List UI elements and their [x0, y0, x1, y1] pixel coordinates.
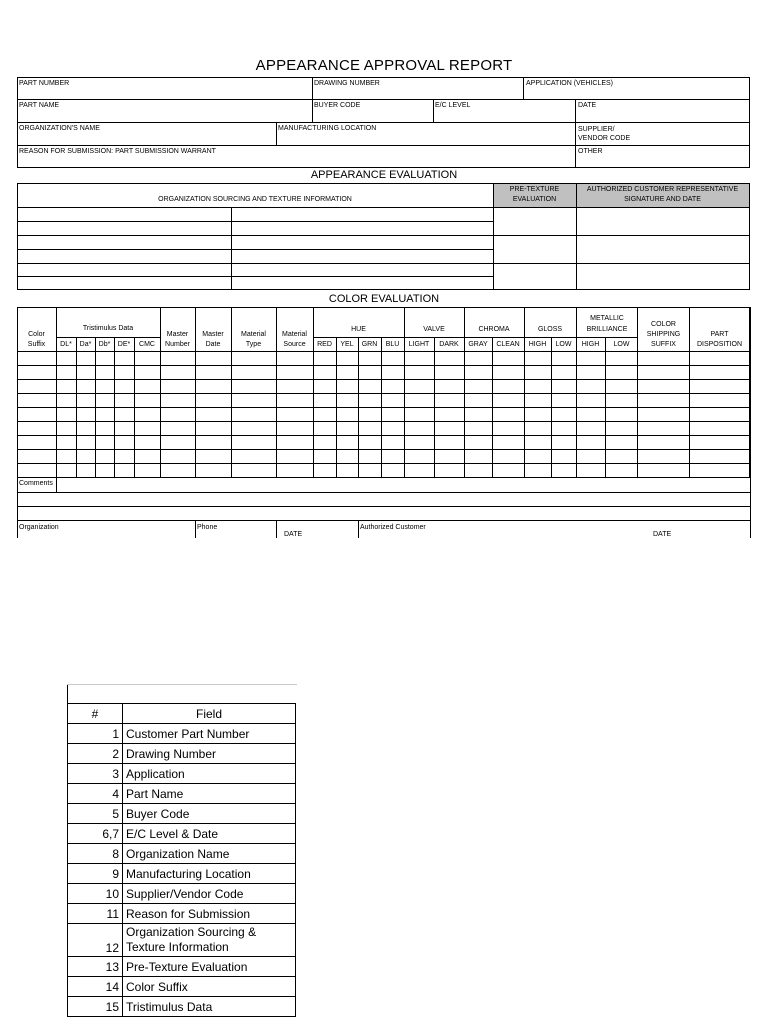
- field-name: Reason for Submission: [123, 904, 296, 924]
- date-field[interactable]: DATE: [578, 102, 597, 109]
- chroma-col-gray: GRAY: [468, 341, 488, 348]
- field-name: Application: [123, 764, 296, 784]
- master-number-header-2: Number: [165, 341, 190, 348]
- metallic-header-2: BRILLIANCE: [586, 326, 628, 333]
- field-reference-table: [67, 703, 296, 1017]
- buyer-code-field[interactable]: BUYER CODE: [314, 102, 361, 109]
- field-name: Customer Part Number: [123, 724, 296, 744]
- material-source-header-1: Material: [282, 331, 307, 338]
- num-header: #: [68, 704, 123, 724]
- master-date-header-1: Master: [202, 331, 224, 338]
- supplier-code-label-1[interactable]: SUPPLIER/: [578, 126, 615, 133]
- table-row: [68, 764, 296, 784]
- auth-rep-header-2: SIGNATURE AND DATE: [624, 196, 701, 203]
- field-number: 3: [68, 764, 123, 784]
- chroma-header: CHROMA: [478, 326, 510, 333]
- valve-header: VALVE: [423, 326, 445, 333]
- table-row: [68, 744, 296, 764]
- material-type-header-1: Material: [241, 331, 266, 338]
- part-number-field[interactable]: PART NUMBER: [19, 80, 70, 87]
- metallic-col-low: LOW: [613, 341, 630, 348]
- field-number: 1: [68, 724, 123, 744]
- field-name: Supplier/Vendor Code: [123, 884, 296, 904]
- field-name: Pre-Texture Evaluation: [123, 957, 296, 977]
- field-name: Drawing Number: [123, 744, 296, 764]
- part-name-field[interactable]: PART NAME: [19, 102, 60, 109]
- date-label-1: DATE: [284, 531, 303, 538]
- master-number-header-1: Master: [166, 331, 189, 338]
- comments-label: Comments: [19, 480, 53, 487]
- material-type-header-2: Type: [245, 341, 262, 348]
- tri-col-de: DE*: [117, 341, 131, 348]
- metallic-header-1: METALLIC: [590, 315, 624, 322]
- shipping-header-1: COLOR: [651, 321, 676, 328]
- metallic-col-high: HIGH: [581, 341, 600, 348]
- table-row: [68, 977, 296, 997]
- field-name: Organization Name: [123, 844, 296, 864]
- auth-rep-header-1: AUTHORIZED CUSTOMER REPRESENTATIVE: [586, 186, 739, 193]
- field-number: 5: [68, 804, 123, 824]
- tri-col-db: Db*: [98, 341, 111, 348]
- hue-col-yel: YEL: [340, 341, 354, 348]
- field-name: Tristimulus Data: [123, 997, 296, 1017]
- field-number: 14: [68, 977, 123, 997]
- material-source-header-2: Source: [283, 341, 306, 348]
- date-label-2: DATE: [653, 531, 672, 538]
- hue-col-grn: GRN: [361, 341, 378, 348]
- field-name: E/C Level & Date: [123, 824, 296, 844]
- drawing-number-field[interactable]: DRAWING NUMBER: [314, 80, 380, 87]
- field-number: 2: [68, 744, 123, 764]
- table-row: [68, 844, 296, 864]
- color-section-title: COLOR EVALUATION: [328, 293, 440, 305]
- pre-texture-header-1: PRE-TEXTURE: [509, 186, 560, 193]
- shipping-header-2: SHIPPING: [646, 331, 681, 338]
- supplier-code-label-2[interactable]: VENDOR CODE: [578, 135, 631, 142]
- field-number: 10: [68, 884, 123, 904]
- field-number: 15: [68, 997, 123, 1017]
- table-row: [68, 804, 296, 824]
- page-cutoff: [0, 538, 768, 678]
- hue-header: HUE: [351, 326, 366, 333]
- mfg-location-field[interactable]: MANUFACTURING LOCATION: [278, 125, 377, 132]
- field-name: Buyer Code: [123, 804, 296, 824]
- hue-col-blu: BLU: [385, 341, 400, 348]
- field-number: 13: [68, 957, 123, 977]
- tri-col-dl: DL*: [60, 341, 72, 348]
- disposition-header-2: DISPOSITION: [696, 341, 743, 348]
- reason-field[interactable]: REASON FOR SUBMISSION: PART SUBMISSION WARRANT: [19, 148, 216, 155]
- field-number: 4: [68, 784, 123, 804]
- field-number: 6,7: [68, 824, 123, 844]
- field-header: Field: [123, 704, 296, 724]
- pre-texture-header-2: EVALUATION: [512, 196, 557, 203]
- table-row: [68, 997, 296, 1017]
- application-field[interactable]: APPLICATION (VEHICLES): [526, 80, 614, 87]
- field-name: Manufacturing Location: [123, 864, 296, 884]
- tri-col-da: Da*: [79, 341, 92, 348]
- tri-col-cmc: CMC: [139, 341, 155, 348]
- appearance-section-title: APPEARANCE EVALUATION: [310, 169, 458, 181]
- field-table-header: [68, 704, 296, 724]
- table-row: [68, 904, 296, 924]
- chroma-col-clean: CLEAN: [496, 341, 520, 348]
- field-name: Organization Sourcing & Texture Information: [123, 924, 296, 957]
- disposition-header-1: PART: [710, 331, 729, 338]
- table-row: [68, 957, 296, 977]
- phone-label: Phone: [197, 524, 218, 531]
- tristimulus-header: Tristimulus Data: [82, 325, 134, 332]
- field-number: 8: [68, 844, 123, 864]
- shipping-header-3: SUFFIX: [651, 341, 676, 348]
- table-row: [68, 884, 296, 904]
- gloss-col-low: LOW: [555, 341, 572, 348]
- organization-signature-label: Organization: [19, 524, 59, 531]
- report-title: APPEARANCE APPROVAL REPORT: [255, 57, 513, 74]
- ec-level-field[interactable]: E/C LEVEL: [435, 102, 471, 109]
- color-suffix-header-1: Color: [28, 331, 45, 338]
- auth-customer-label: Authorized Customer: [360, 524, 426, 531]
- valve-col-dark: DARK: [439, 341, 459, 348]
- table-row: [68, 864, 296, 884]
- org-name-field[interactable]: ORGANIZATION'S NAME: [19, 125, 100, 132]
- other-field[interactable]: OTHER: [578, 148, 603, 155]
- field-name: Color Suffix: [123, 977, 296, 997]
- field-name: Part Name: [123, 784, 296, 804]
- field-number: 11: [68, 904, 123, 924]
- hue-col-red: RED: [317, 341, 332, 348]
- field-number: 12: [68, 924, 123, 957]
- master-date-header-2: Date: [205, 341, 221, 348]
- sourcing-header: ORGANIZATION SOURCING AND TEXTURE INFORMATION: [158, 196, 352, 203]
- gloss-col-high: HIGH: [528, 341, 547, 348]
- color-suffix-header-2: Suffix: [27, 341, 46, 348]
- gloss-header: GLOSS: [537, 326, 563, 333]
- valve-col-light: LIGHT: [408, 341, 430, 348]
- field-number: 9: [68, 864, 123, 884]
- table-row: [68, 784, 296, 804]
- table-row: [68, 824, 296, 844]
- table-row: [68, 924, 296, 957]
- table-row: [68, 724, 296, 744]
